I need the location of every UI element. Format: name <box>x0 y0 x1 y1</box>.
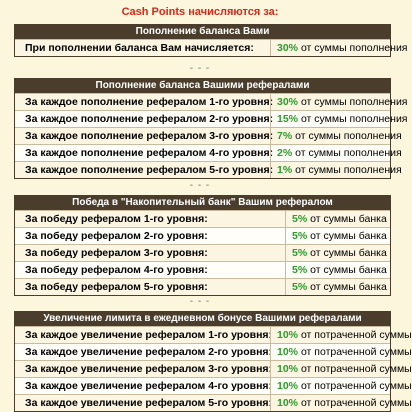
row-value <box>270 128 402 144</box>
row-value <box>270 378 412 394</box>
row-suffix: от потраченной суммы <box>300 363 412 375</box>
row-suffix: от суммы пополнения <box>300 96 408 108</box>
row-suffix: от суммы банка <box>310 230 387 242</box>
block-header: Победа в "Накопительный банк" Вашим рефералом <box>15 196 390 210</box>
row-percent: 5% <box>292 213 308 225</box>
row-label: За победу рефералом 3-го уровня: <box>25 247 208 259</box>
row-label: За каждое пополнение рефералом 3-го уровня: <box>25 130 274 142</box>
row-suffix: от суммы пополнения <box>295 147 402 159</box>
block-bank-win <box>14 195 391 296</box>
row-suffix: от потраченной суммы <box>300 346 412 358</box>
row-percent: 15% <box>277 113 299 125</box>
row-suffix: от суммы пополнения <box>300 42 408 54</box>
table-row <box>15 144 402 161</box>
separator: - - - <box>189 296 211 307</box>
row-value <box>270 162 402 178</box>
row-percent: 1% <box>277 164 293 176</box>
row-label: За победу рефералом 1-го уровня: <box>25 213 208 225</box>
row-value <box>270 111 408 127</box>
block-header: Пополнение баланса Вами <box>15 25 390 39</box>
row-value <box>270 40 408 56</box>
row-value <box>270 361 412 377</box>
row-percent: 2% <box>277 147 293 159</box>
row-percent: 7% <box>277 130 293 142</box>
table-row <box>15 377 412 394</box>
row-percent: 10% <box>277 397 299 409</box>
row-suffix: от суммы пополнения <box>300 113 408 125</box>
row-value <box>270 94 408 110</box>
row-label: За каждое пополнение рефералом 5-го уровня: <box>25 164 274 176</box>
row-label: За победу рефералом 2-го уровня: <box>25 230 208 242</box>
table-row <box>15 326 412 343</box>
row-suffix: от потраченной суммы <box>300 329 412 341</box>
table-row <box>15 161 402 178</box>
row-percent: 10% <box>277 329 299 341</box>
row-suffix: от суммы пополнения <box>295 164 402 176</box>
row-percent: 10% <box>277 363 299 375</box>
row-label: При пополнении баланса Вам начисляется: <box>25 42 254 54</box>
row-suffix: от суммы банка <box>310 264 387 276</box>
row-suffix: от суммы банка <box>310 281 387 293</box>
block-header: Пополнение баланса Вашими рефералами <box>15 79 390 93</box>
row-label: За каждое пополнение рефералом 4-го уровня: <box>25 147 274 159</box>
row-value <box>285 211 387 227</box>
table-row <box>15 343 412 360</box>
row-label: За победу рефералом 4-го уровня: <box>25 264 208 276</box>
row-percent: 5% <box>292 281 308 293</box>
row-value <box>270 395 412 411</box>
block-referral-deposit <box>14 78 408 179</box>
block-daily-bonus-limit <box>14 311 412 412</box>
table-row <box>15 39 408 56</box>
row-percent: 10% <box>277 346 299 358</box>
row-suffix: от суммы банка <box>310 213 387 225</box>
row-value <box>285 245 387 261</box>
row-label: За каждое увеличение рефералом 2-го уровня: <box>25 346 273 358</box>
row-label: За каждое увеличение рефералом 1-го уровня: <box>25 329 273 341</box>
row-label: За каждое пополнение рефералом 1-го уровня: <box>25 96 274 108</box>
block-header: Увеличение лимита в ежедневном бонусе Вашими рефералами <box>15 312 390 326</box>
row-value <box>285 228 387 244</box>
table-row <box>15 210 390 227</box>
row-suffix: от суммы пополнения <box>295 130 402 142</box>
row-percent: 5% <box>292 230 308 242</box>
row-suffix: от потраченной суммы <box>300 397 412 409</box>
row-suffix: от потраченной суммы <box>300 380 412 392</box>
row-label: За каждое увеличение рефералом 3-го уровня: <box>25 363 273 375</box>
row-value <box>270 145 402 161</box>
row-percent: 10% <box>277 380 299 392</box>
table-row <box>15 394 412 411</box>
table-row <box>15 127 402 144</box>
row-percent: 30% <box>277 96 299 108</box>
table-row <box>15 93 408 110</box>
row-suffix: от суммы банка <box>310 247 387 259</box>
block-own-deposit <box>14 24 408 57</box>
row-label: За каждое пополнение рефералом 2-го уровня: <box>25 113 274 125</box>
page-title: Cash Points начисляются за: <box>121 6 279 18</box>
table-row <box>15 244 390 261</box>
separator: - - - <box>189 63 211 74</box>
row-value <box>285 262 387 278</box>
row-label: За победу рефералом 5-го уровня: <box>25 281 208 293</box>
table-row <box>15 227 390 244</box>
table-row <box>15 360 412 377</box>
row-value <box>285 279 387 295</box>
row-percent: 5% <box>292 264 308 276</box>
row-percent: 30% <box>277 42 299 54</box>
table-row <box>15 278 390 295</box>
row-percent: 5% <box>292 247 308 259</box>
table-row <box>15 261 390 278</box>
row-label: За каждое увеличение рефералом 5-го уровня: <box>25 397 273 409</box>
table-row <box>15 110 408 127</box>
row-value <box>270 327 412 343</box>
separator: - - - <box>189 180 211 191</box>
row-label: За каждое увеличение рефералом 4-го уровня: <box>25 380 273 392</box>
row-value <box>270 344 412 360</box>
